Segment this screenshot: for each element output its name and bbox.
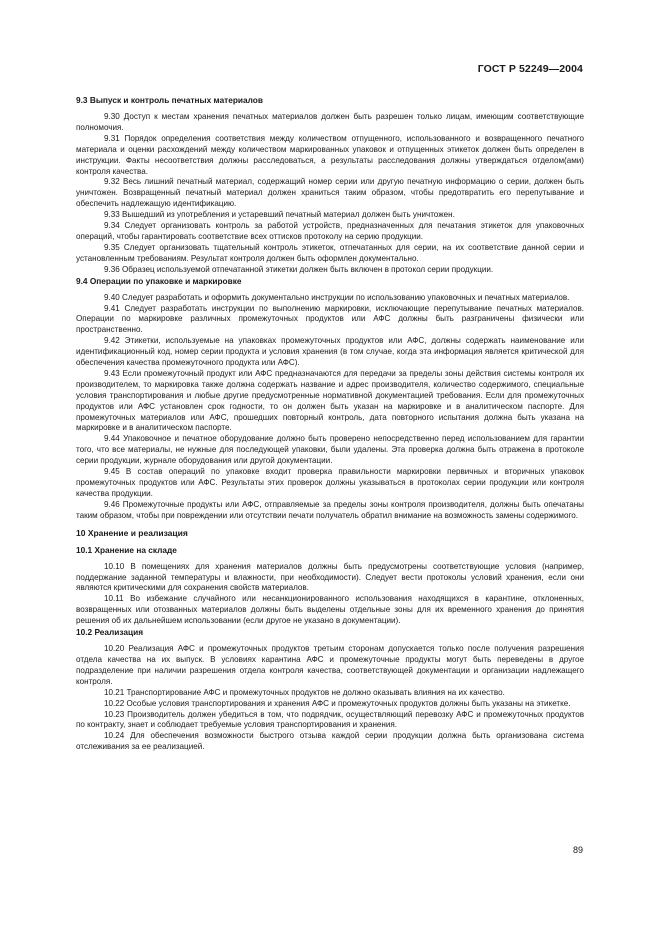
paragraph: 9.33 Вышедший из употребления и устаревший печатный материал должен быть уничтожен. bbox=[104, 210, 455, 220]
paragraph: 9.45 В состав операций по упаковке входит проверка правильности маркировки первичных и вторичных упаковок промежуточных продуктов или АФС. Результаты этих проверок должны указываться в протоколах серии продукции или контроля качества продукции. bbox=[76, 467, 584, 498]
paragraph: 9.43 Если промежуточный продукт или АФС предназначаются для передачи за пределы зоны действия системы контроля их производителем, то маркировка также должна содержать название и адрес производителя, количество содержимого, специальные условия транспортирования и любые другие предусмотренные нормативной документацией требования. Если для промежуточных продуктов или АФС установлен срок годности, то он должен быть указан на маркировке и в аналитическом паспорте. Для промежуточных материалов или АФС, прошедших повторный контроль, дата повторного испытания должна быть указана на маркировке и в аналитическом паспорте. bbox=[76, 368, 584, 433]
section-heading: 10.2 Реализация bbox=[76, 627, 144, 638]
paragraph: 9.41 Следует разработать инструкции по выполнению маркировки, исключающие перепутывание печатных материалов. Операции по маркировке различных промежуточных продуктов или АФС должны быть разграничены физически или пространственно. bbox=[76, 303, 584, 335]
paragraph: 9.40 Следует разработать и оформить документально инструкции по использованию упаковочных и печатных материалов. bbox=[104, 292, 570, 302]
paragraph: 9.35 Следует организовать тщательный контроль этикеток, отпечатанных для серии, на их соответствие данной серии и установленным требованиям. Результат контроля должен быть оформлен документально. bbox=[76, 242, 584, 263]
paragraph: 9.44 Упаковочное и печатное оборудование должно быть проверено непосредственно перед использованием для гарантии того, что все материалы, не нужные для последующей упаковки, были удалены. Эта проверка должна быть отражена в протоколе серии продукции, журнале оборудования или другой документации. bbox=[76, 434, 584, 466]
paragraph: 9.32 Весь лишний печатный материал, содержащий номер серии или другую печатную информацию о серии, должен быть уничтожен. Возвращенный печатный материал должен храниться таким образом, чтобы предотвратить его перепутывание и обеспечить надлежащую идентификацию. bbox=[76, 177, 584, 209]
paragraph: 9.30 Доступ к местам хранения печатных материалов должен быть разрешен только лицам, имеющим соответствующие полномочия. bbox=[76, 112, 584, 132]
paragraph: 10.23 Производитель должен убедиться в том, что подрядчик, осуществляющий перевозку АФС и промежуточных продуктов по контракту, знает и соблюдает требуемые условия транспортирования и хранения. bbox=[76, 709, 584, 730]
section-heading: 9.3 Выпуск и контроль печатных материалов bbox=[76, 95, 263, 105]
paragraph: 10.11 Во избежание случайного или несанкционированного использования находящихся в карантине, отклоненных, возвращенных или отозванных материалов должны быть выделены отдельные зоны для их временного хранения до принятия решения об их дальнейшем использовании (если другое не указано в документации). bbox=[76, 594, 584, 626]
document-code-header: ГОСТ Р 52249—2004 bbox=[477, 63, 583, 75]
paragraph: 9.34 Следует организовать контроль за работой устройств, предназначенных для печатания этикеток для упаковочных операций, чтобы гарантировать соответствие всех оттисков протоколу на серию продукции. bbox=[76, 221, 584, 241]
page-number: 89 bbox=[572, 845, 583, 855]
paragraph: 9.46 Промежуточные продукты или АФС, отправляемые за пределы зоны контроля производителя, должны быть опечатаны таким образом, чтобы при повреждении или отсутствии печати получатель обратил внимание на возможность замены содержимого. bbox=[76, 499, 584, 520]
paragraph: 10.20 Реализация АФС и промежуточных продуктов третьим сторонам допускается только после получения разрешения отдела качества на их выпуск. В условиях карантина АФС и промежуточные продукты могут быть переведены в другое подразделение при наличии разрешения отдела контроля качества, соответствующей документации и организации надлежащего контроля. bbox=[76, 644, 584, 686]
paragraph: 9.31 Порядок определения соответствия между количеством отпущенного, использованного и возвращенного печатного материала и оценки расхождений между количеством маркированных упаковок и отпущенных этикеток должен быть определен в инструкции. Факты несоответствия должны расследоваться, а результаты расследования должны утверждаться отделом(ами) контроля качества. bbox=[76, 133, 584, 176]
section-heading: 10 Хранение и реализация bbox=[76, 527, 188, 538]
document-body bbox=[76, 95, 584, 753]
section-heading: 10.1 Хранение на складе bbox=[76, 544, 177, 555]
paragraph: 10.21 Транспортирование АФС и промежуточных продуктов не должно оказывать влияния на их качество. bbox=[104, 687, 505, 697]
paragraph: 9.42 Этикетки, используемые на упаковках промежуточных продуктов или АФС, должны содержать наименование или идентификационный код, номер серии продукта и условия хранения (в том случае, когда эта информация является критической для обеспечения качества промежуточного продукта или АФС). bbox=[76, 336, 584, 368]
paragraph: 10.24 Для обеспечения возможности быстрого отзыва каждой серии продукции должна быть организована система отслеживания за ее реализацией. bbox=[76, 731, 584, 752]
paragraph: 10.10 В помещениях для хранения материалов должны быть предусмотрены соответствующие условия (например, поддержание заданной температуры и влажности, при необходимости). Следует вести протоколы условий хранения, если они являются критическими для сохранения свойств материалов. bbox=[76, 561, 584, 593]
section-heading: 9.4 Операции по упаковке и маркировке bbox=[76, 275, 242, 286]
paragraph: 9.36 Образец используемой отпечатанной этикетки должен быть включен в протокол серии продукции. bbox=[104, 264, 494, 274]
paragraph: 10.22 Особые условия транспортирования и хранения АФС и промежуточных продуктов должны быть указаны на этикетке. bbox=[104, 698, 571, 708]
